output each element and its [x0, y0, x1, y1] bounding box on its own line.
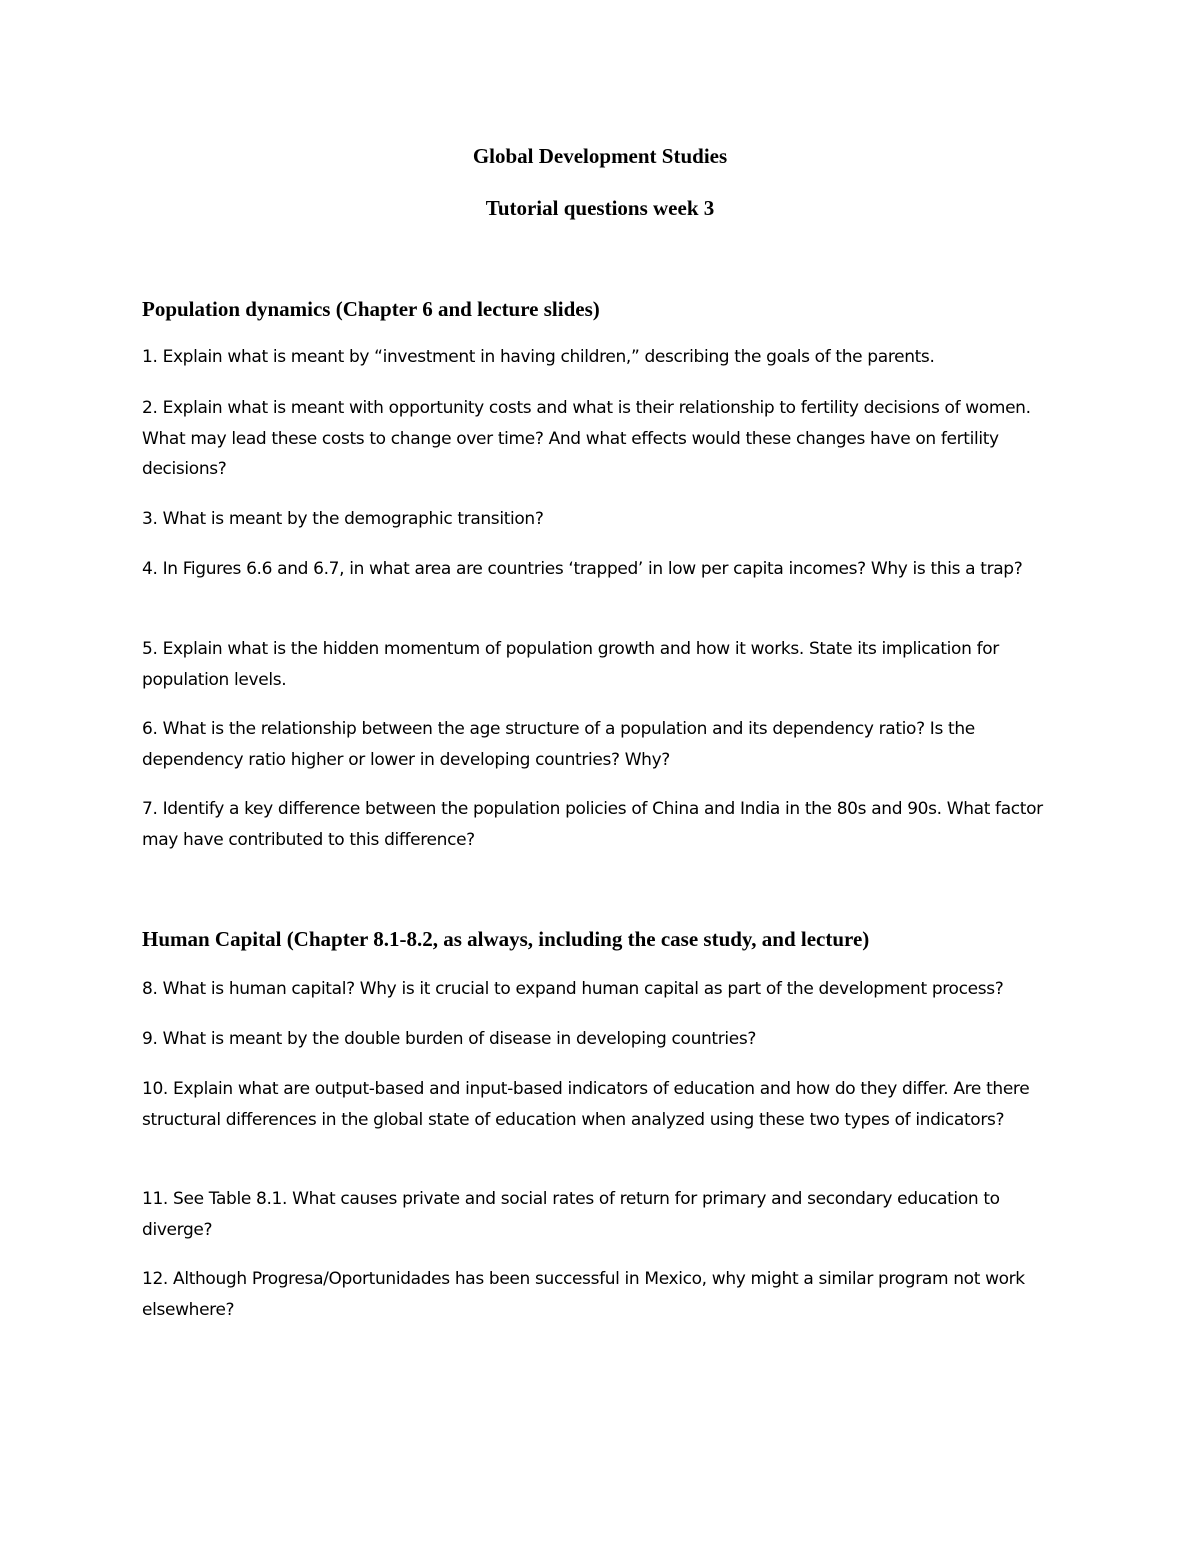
question-4: 4. In Figures 6.6 and 6.7, in what area are countries ‘trapped’ in low per capita incomes? Why is this a trap? — [142, 559, 1023, 579]
question-12: 12. Although Progresa/Oportunidades has been successful in Mexico, why might a similar program not work elsewhere? — [142, 1269, 1025, 1320]
question-1: 1. Explain what is meant by “investment in having children,” describing the goals of the parents. — [142, 347, 935, 367]
section-heading-human-capital: Human Capital (Chapter 8.1-8.2, as always, including the case study, and lecture) — [142, 927, 870, 951]
question-9: 9. What is meant by the double burden of disease in developing countries? — [142, 1029, 757, 1049]
question-10: 10. Explain what are output-based and input-based indicators of education and how do they differ. Are there structural differences in the global state of education when analyzed using these two types of indicators? — [142, 1079, 1030, 1130]
question-7: 7. Identify a key difference between the population policies of China and India in the 80s and 90s. What factor may have contributed to this difference? — [142, 799, 1043, 850]
question-11: 11. See Table 8.1. What causes private and social rates of return for primary and secondary education to diverge? — [142, 1189, 1000, 1240]
question-5: 5. Explain what is the hidden momentum of population growth and how it works. State its implication for population levels. — [142, 639, 999, 690]
document-subtitle: Tutorial questions week 3 — [485, 196, 715, 220]
question-8: 8. What is human capital? Why is it crucial to expand human capital as part of the development process? — [142, 979, 1004, 999]
document-title: Global Development Studies — [472, 144, 728, 168]
question-2: 2. Explain what is meant with opportunity costs and what is their relationship to fertility decisions of women. What may lead these costs to change over time? And what effects would these changes have on fertility decisions? — [142, 398, 1031, 479]
question-3: 3. What is meant by the demographic transition? — [142, 509, 544, 529]
section-heading-population-dynamics: Population dynamics (Chapter 6 and lecture slides) — [142, 297, 600, 321]
question-6: 6. What is the relationship between the age structure of a population and its dependency ratio? Is the dependency ratio higher or lower in developing countries? Why? — [142, 719, 975, 770]
